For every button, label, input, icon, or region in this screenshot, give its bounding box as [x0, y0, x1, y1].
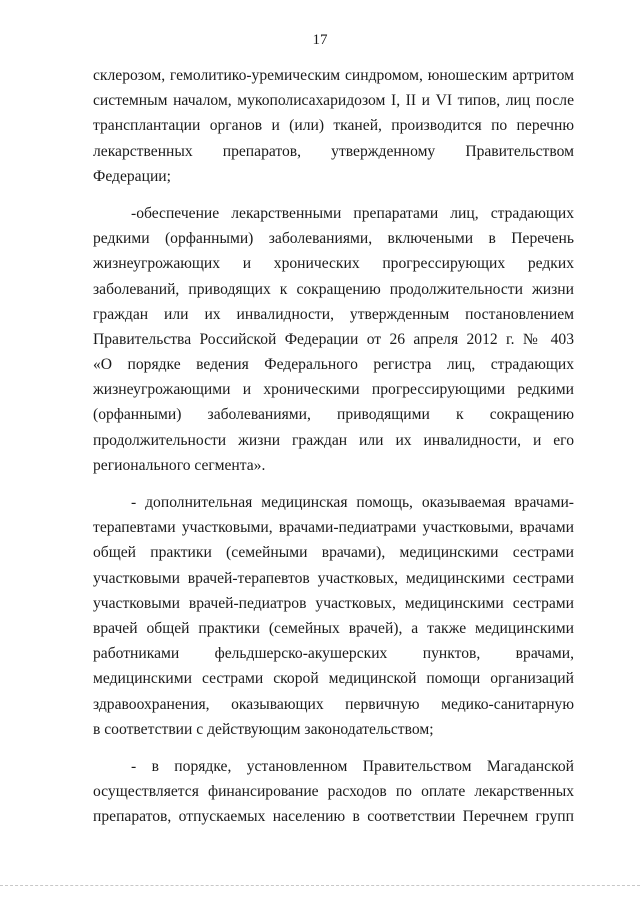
text-line: заболеваний, приводящих к сокращению продолжительности жизни [93, 280, 574, 298]
text-line: Правительства Российской Федерации от 26 апреля 2012 г. № 403 [93, 330, 574, 348]
paragraph [93, 201, 574, 478]
text-line: терапевтами участковыми, врачами-педиатрами участковыми, врачами [93, 519, 574, 537]
text-line: - в порядке, установленном Правительством Магаданской [131, 757, 574, 775]
text-line: - дополнительная медицинская помощь, оказываемая врачами- [131, 494, 574, 512]
text-line: системным началом, мукополисахаридозом I, II и VI типов, лиц после [93, 92, 574, 110]
text-line: общей практики (семейными врачами), медицинскими сестрами [93, 544, 574, 562]
text-line: редкими (орфанными) заболеваниями, включеными в Перечень [93, 230, 574, 248]
text-line: регионального сегмента». [93, 456, 266, 474]
text-line: Федерации; [93, 167, 171, 185]
document-body [93, 63, 574, 841]
text-line: «О порядке ведения Федерального регистра лиц, страдающих [93, 356, 574, 374]
text-line: препаратов, отпускаемых населению в соответствии Перечнем групп [93, 808, 574, 826]
text-line: граждан или их инвалидности, утвержденным постановлением [93, 305, 574, 323]
paragraph [93, 490, 574, 742]
text-line: в соответствии с действующим законодательством; [93, 720, 434, 738]
paragraph [93, 754, 574, 830]
text-line: склерозом, гемолитико-уремическим синдромом, юношеским артритом [93, 67, 574, 84]
paragraph [93, 63, 574, 189]
text-line: медицинскими сестрами скорой медицинской помощи организаций [93, 670, 574, 688]
text-line: работниками фельдшерско-акушерских пунктов, врачами, [93, 645, 574, 663]
text-line: здравоохранения, оказывающих первичную медико-санитарную [93, 695, 574, 713]
text-line: (орфанными) заболеваниями, приводящими к сокращению [93, 406, 574, 424]
text-line: жизнеугрожающими и хроническими прогрессирующими редкими [93, 381, 574, 399]
text-line: продолжительности жизни граждан или их инвалидности, и его [93, 431, 574, 449]
page-number: 17 [312, 32, 328, 48]
text-line: -обеспечение лекарственными препаратами лиц, страдающих [131, 204, 574, 222]
text-line: жизнеугрожающих и хронических прогрессирующих редких [93, 255, 574, 273]
text-line: врачей общей практики (семейных врачей), а также медицинскими [93, 619, 574, 637]
text-line: трансплантации органов и (или) тканей, производится по перечню [93, 117, 574, 135]
scan-edge-line [0, 885, 640, 887]
text-line: лекарственных препаратов, утвержденному Правительством [93, 142, 574, 160]
text-line: осуществляется финансирование расходов по оплате лекарственных [93, 783, 574, 801]
text-line: участковыми врачей-терапевтов участковых, медицинскими сестрами [93, 569, 574, 587]
text-line: участковыми врачей-педиатров участковых, медицинскими сестрами [93, 594, 574, 612]
